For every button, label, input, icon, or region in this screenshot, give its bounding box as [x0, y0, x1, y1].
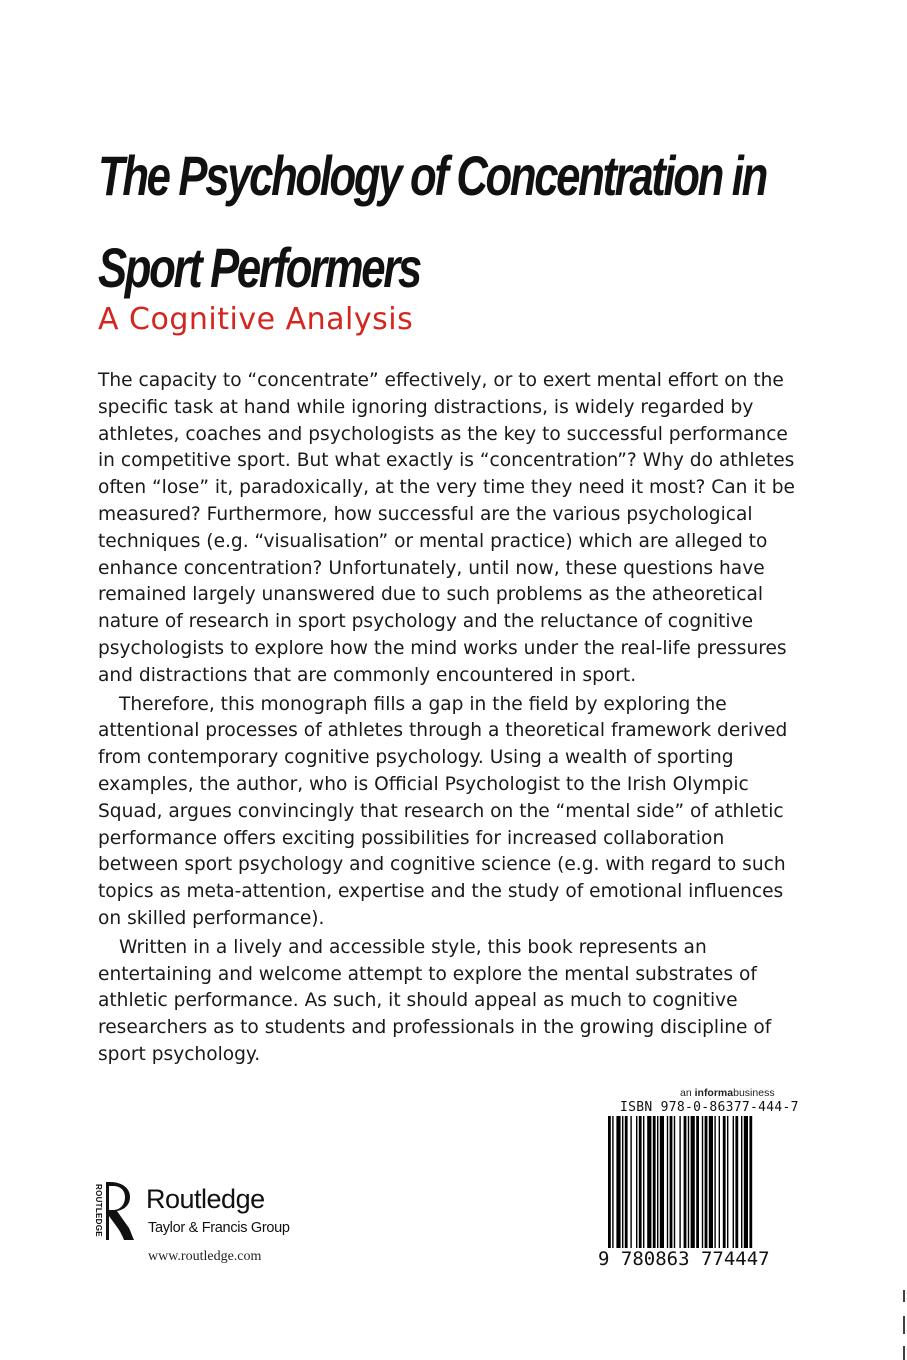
blurb-paragraph-2: Therefore, this monograph fills a gap in the field by exploring the attentional processes of athletes through a theoretical framework derived from contemporary cognitive psychology. Using a wealth of sporting examples, the author, who is Official Psychologist to the Irish Olympic Squad, argues convincingly that research on the “mental side” of athletic performance offers exciting possibilities for increased collaboration between sport psychology and cognitive science (e.g. with regard to such topics as meta-attention, expertise and the study of emotional influences on skilled performance).	[98, 693, 788, 929]
routledge-r-logo-icon	[96, 1180, 136, 1244]
blurb-paragraph-1: The capacity to “concentrate” effectively, or to exert mental effort on the specific task at hand while ignoring distractions, is widely regarded by athletes, coaches and psychologists as the key to successful performance in competitive sport. But what exactly is “concentration”? Why do athletes often “lose” it, paradoxically, at the very time they need it most? Can it be measured? Furthermore, how successful are the various psychological techniques (e.g. “visualisation” or mental practice) which are alleged to enhance concentration? Unfortunately, until now, these questions have remained largely unanswered due to such problems as the atheoretical nature of research in sport psychology and the reluctance of cognitive psychologists to explore how the mind works under the real-life pressures and distractions that are commonly encountered in sport.	[98, 370, 795, 686]
publisher-group: Taylor & Francis Group	[148, 1220, 290, 1236]
barcode-digits: 9 780863 774447	[598, 1248, 770, 1270]
crop-marks	[896, 1290, 907, 1360]
publisher-name: Routledge	[146, 1184, 265, 1214]
informa-business-tag: an informabusiness	[680, 1087, 775, 1099]
logo-vertical-text: ROUTLEDGE	[94, 1184, 103, 1237]
isbn-label: ISBN 978-0-86377-444-7	[620, 1100, 799, 1115]
book-title	[98, 130, 839, 314]
blurb-paragraph-3: Written in a lively and accessible style, this book represents an entertaining and welcome attempt to explore the mental substrates of athletic performance. As such, it should appeal as much to cognitive researchers as to students and professionals in the growing discipline of sport psychology.	[98, 936, 772, 1065]
book-subtitle: A Cognitive Analysis	[98, 302, 414, 337]
isbn-barcode-icon	[608, 1116, 808, 1270]
publisher-url: www.routledge.com	[148, 1249, 262, 1264]
blurb-text	[98, 368, 810, 1071]
book-title-line-1: The Psychology of Concentration in	[98, 144, 766, 207]
book-title-line-2: Sport Performers	[98, 236, 420, 299]
